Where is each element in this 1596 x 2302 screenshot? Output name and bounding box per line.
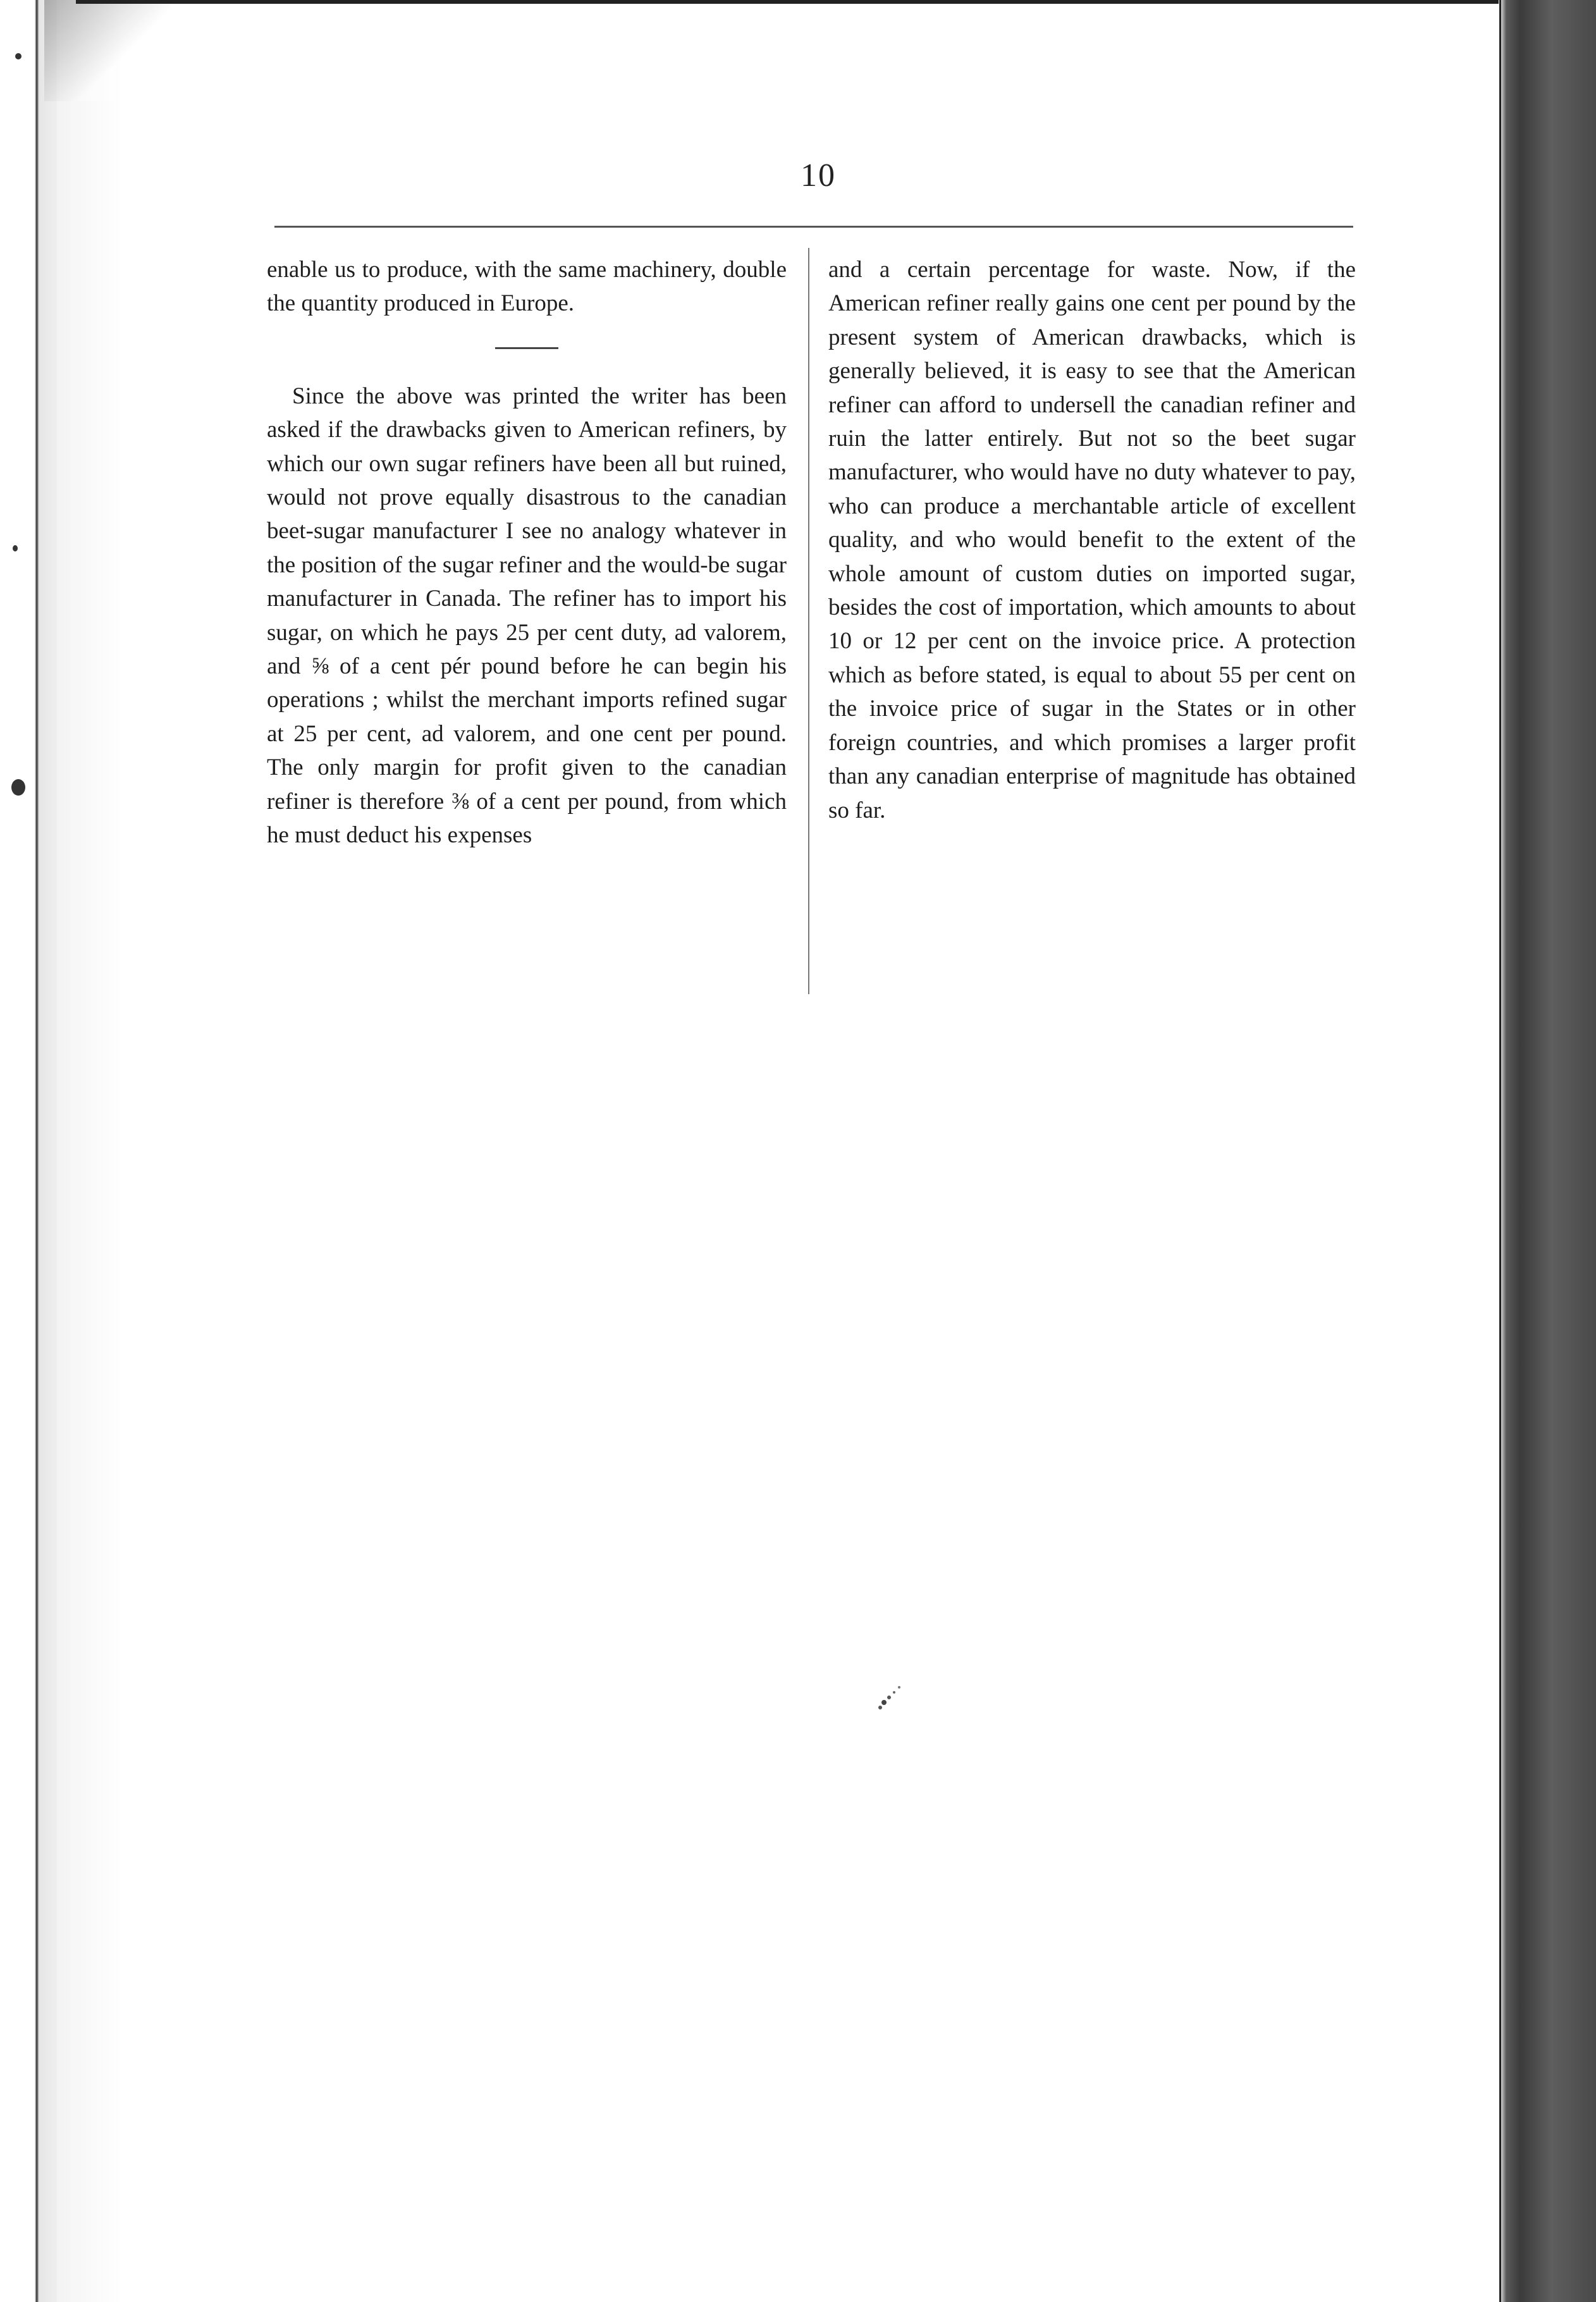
- right-page-edge: [1501, 0, 1596, 2302]
- binding-shadow: [39, 0, 159, 2302]
- folded-corner: [44, 0, 171, 101]
- column-divider: [808, 248, 809, 994]
- top-edge: [76, 0, 1499, 4]
- right-column: [828, 253, 1356, 827]
- left-column: [267, 253, 787, 852]
- stray-ink-marks: [871, 1678, 922, 1716]
- paragraph: Since the above was printed the writer has been asked if the drawbacks given to American refiners, by which our own sugar refiners have been all but ruined, would not prove equally disastrous to the canadian beet-sugar manufacturer I see no analogy whatever in the position of the sugar refiner and the would-be sugar manufacturer in Canada. The refiner has to import his sugar, on which he pays 25 per cent duty, ad valorem, and ⅝ of a cent pér pound before he can begin his operations ; whilst the merchant imports refined sugar at 25 per cent, ad valorem, and one cent per pound. The only margin for profit given to the canadian refiner is therefore ⅜ of a cent per pound, from which he must deduct his expenses: [267, 383, 787, 849]
- paragraph: and a certain percentage for waste. Now, if the American refiner really gains one cent per pound by the present system of American drawbacks, which is generally believed, it is easy to see that the American refiner can afford to undersell the canadian refiner and ruin the latter entirely. But not so the beet sugar manufacturer, who would have no duty whatever to pay, who can produce a merchantable article of excellent quality, and who would benefit to the extent of the whole amount of custom duties on imported sugar, besides the cost of importation, which amounts to about 10 or 12 per cent on the invoice price. A protection which as before stated, is equal to about 55 per cent on the invoice price of sugar in the States or in other foreign countries, and which promises a larger profit than any canadian enterprise of magnitude has obtained so far.: [828, 257, 1356, 823]
- ink-speck: [15, 53, 21, 59]
- page-number: 10: [801, 157, 836, 194]
- section-separator: [495, 347, 558, 349]
- header-rule: [274, 226, 1353, 228]
- paragraph: enable us to produce, with the same machinery, double the quantity produced in Europe.: [267, 257, 787, 317]
- ink-speck: [13, 545, 18, 551]
- ink-speck: [11, 779, 25, 796]
